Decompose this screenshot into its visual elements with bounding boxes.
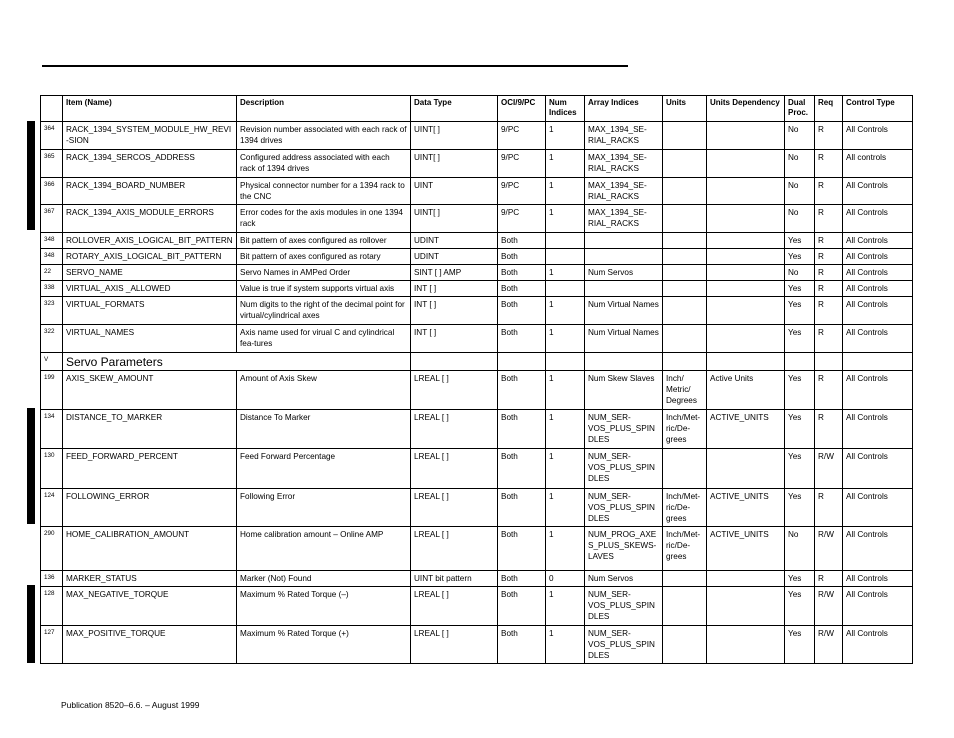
control-type-cell: All Controls [843,587,913,626]
param-id-cell: 124 [41,489,63,527]
array-indices-cell: NUM_SER-VOS_PLUS_SPIN DLES [585,587,663,626]
table-row [41,587,913,626]
table-row [41,281,913,297]
units-dependency-cell [707,150,785,178]
table-cell [498,353,546,371]
table-cell [546,353,585,371]
num-indices-cell: 1 [546,122,585,150]
dual-proc-cell: No [785,150,815,178]
num-indices-cell [546,281,585,297]
req-cell: R/W [815,449,843,489]
control-type-cell: All Controls [843,297,913,325]
array-indices-cell: NUM_SER-VOS_PLUS_SPIN DLES [585,626,663,664]
req-cell: R [815,265,843,281]
req-cell: R/W [815,527,843,571]
num-indices-cell: 1 [546,297,585,325]
num-indices-cell [546,233,585,249]
control-type-cell: All Controls [843,371,913,410]
param-name-cell: RACK_1394_BOARD_NUMBER [63,178,237,205]
param-description-cell: Revision number associated with each rack of 1394 drives [237,122,411,150]
array-indices-cell: Num Virtual Names [585,325,663,353]
param-id-cell: 364 [41,122,63,150]
header-cell: Control Type [843,96,913,122]
units-cell [663,587,707,626]
req-cell: R [815,325,843,353]
data-type-cell: UINT[ ] [411,205,498,233]
param-id-cell: 134 [41,410,63,449]
control-type-cell: All Controls [843,122,913,150]
num-indices-cell: 1 [546,626,585,664]
data-type-cell: LREAL [ ] [411,371,498,410]
units-dependency-cell [707,178,785,205]
control-type-cell: All Controls [843,265,913,281]
param-description-cell: Servo Names in AMPed Order [237,265,411,281]
num-indices-cell: 1 [546,449,585,489]
param-id-cell: 366 [41,178,63,205]
oci-9-pc-cell: 9/PC [498,150,546,178]
param-description-cell: Bit pattern of axes configured as rotary [237,249,411,265]
num-indices-cell [546,249,585,265]
param-name-cell: ROLLOVER_AXIS_LOGICAL_BIT_PATTERN [63,233,237,249]
data-type-cell: LREAL [ ] [411,449,498,489]
data-type-cell: LREAL [ ] [411,626,498,664]
data-type-cell: LREAL [ ] [411,410,498,449]
param-id-cell: 348 [41,249,63,265]
param-description-cell: Bit pattern of axes configured as rollover [237,233,411,249]
oci-9-pc-cell: Both [498,626,546,664]
units-dependency-cell: ACTIVE_UNITS [707,489,785,527]
param-id-cell: 22 [41,265,63,281]
parameter-table [40,95,913,664]
oci-9-pc-cell: Both [498,410,546,449]
units-dependency-cell [707,626,785,664]
param-name-cell: ROTARY_AXIS_LOGICAL_BIT_PATTERN [63,249,237,265]
oci-9-pc-cell: 9/PC [498,122,546,150]
param-name-cell: FEED_FORWARD_PERCENT [63,449,237,489]
param-name-cell: MAX_POSITIVE_TORQUE [63,626,237,664]
units-dependency-cell [707,265,785,281]
control-type-cell: All Controls [843,527,913,571]
param-name-cell: AXIS_SKEW_AMOUNT [63,371,237,410]
param-name-cell: VIRTUAL_FORMATS [63,297,237,325]
units-cell [663,325,707,353]
num-indices-cell: 0 [546,571,585,587]
param-id-cell: 365 [41,150,63,178]
array-indices-cell: NUM_SER-VOS_PLUS_SPIN DLES [585,489,663,527]
header-cell: Units Dependency [707,96,785,122]
dual-proc-cell: Yes [785,233,815,249]
top-rule [42,65,628,67]
units-cell [663,571,707,587]
units-dependency-cell [707,587,785,626]
units-dependency-cell [707,297,785,325]
table-row [41,527,913,571]
req-cell: R [815,371,843,410]
header-row [41,96,913,122]
oci-9-pc-cell: Both [498,449,546,489]
table-cell [785,353,815,371]
units-dependency-cell [707,122,785,150]
table-row [41,122,913,150]
param-id-cell: 128 [41,587,63,626]
dual-proc-cell: Yes [785,571,815,587]
array-indices-cell: Num Servos [585,571,663,587]
req-cell: R [815,489,843,527]
data-type-cell: UINT[ ] [411,150,498,178]
oci-9-pc-cell: Both [498,233,546,249]
dual-proc-cell: No [785,122,815,150]
req-cell: R [815,281,843,297]
table-cell [707,353,785,371]
table-row [41,297,913,325]
table-row [41,178,913,205]
header-cell: Num Indices [546,96,585,122]
section-title: Servo Parameters [63,353,411,371]
req-cell: R [815,122,843,150]
change-bar [27,408,35,524]
dual-proc-cell: No [785,527,815,571]
table-row [41,233,913,249]
header-cell: Array Indices [585,96,663,122]
data-type-cell: UDINT [411,233,498,249]
units-dependency-cell [707,325,785,353]
header-cell: Dual Proc. [785,96,815,122]
header-cell: Data Type [411,96,498,122]
header-cell [41,96,63,122]
table-cell [585,353,663,371]
param-name-cell: MARKER_STATUS [63,571,237,587]
num-indices-cell: 1 [546,371,585,410]
units-dependency-cell [707,281,785,297]
data-type-cell: LREAL [ ] [411,527,498,571]
units-cell [663,122,707,150]
dual-proc-cell: Yes [785,410,815,449]
table-row [41,150,913,178]
units-cell: Inch/Met-ric/De-grees [663,410,707,449]
table-row [41,626,913,664]
table-row [41,205,913,233]
units-cell: Inch/Met-ric/De-grees [663,489,707,527]
data-type-cell: LREAL [ ] [411,489,498,527]
control-type-cell: All Controls [843,281,913,297]
dual-proc-cell: Yes [785,325,815,353]
array-indices-cell: NUM_SER-VOS_PLUS_SPIN DLES [585,449,663,489]
param-id-cell: 338 [41,281,63,297]
table-row [41,265,913,281]
param-name-cell: RACK_1394_SERCOS_ADDRESS [63,150,237,178]
array-indices-cell [585,249,663,265]
num-indices-cell: 1 [546,527,585,571]
oci-9-pc-cell: Both [498,527,546,571]
param-description-cell: Distance To Marker [237,410,411,449]
param-name-cell: RACK_1394_SYSTEM_MODULE_HW_REVI-SION [63,122,237,150]
req-cell: R [815,178,843,205]
param-name-cell: RACK_1394_AXIS_MODULE_ERRORS [63,205,237,233]
table-cell [663,353,707,371]
oci-9-pc-cell: 9/PC [498,205,546,233]
param-name-cell: SERVO_NAME [63,265,237,281]
param-description-cell: Feed Forward Percentage [237,449,411,489]
array-indices-cell: Num Skew Slaves [585,371,663,410]
param-description-cell: Num digits to the right of the decimal point for virtual/cylindrical axes [237,297,411,325]
param-name-cell: VIRTUAL_AXIS _ALLOWED [63,281,237,297]
num-indices-cell: 1 [546,178,585,205]
control-type-cell: All Controls [843,410,913,449]
dual-proc-cell: Yes [785,249,815,265]
num-indices-cell: 1 [546,587,585,626]
req-cell: R/W [815,587,843,626]
control-type-cell: All Controls [843,626,913,664]
dual-proc-cell: No [785,265,815,281]
oci-9-pc-cell: Both [498,371,546,410]
num-indices-cell: 1 [546,265,585,281]
param-description-cell: Value is true if system supports virtual axis [237,281,411,297]
oci-9-pc-cell: Both [498,489,546,527]
change-bar [27,121,35,230]
param-description-cell: Following Error [237,489,411,527]
table-row [41,371,913,410]
data-type-cell: UINT bit pattern [411,571,498,587]
units-cell [663,205,707,233]
dual-proc-cell: No [785,178,815,205]
header-cell: Item (Name) [63,96,237,122]
section-number: V [41,353,63,371]
oci-9-pc-cell: Both [498,265,546,281]
dual-proc-cell: Yes [785,587,815,626]
dual-proc-cell: Yes [785,281,815,297]
data-type-cell: UINT [411,178,498,205]
array-indices-cell: MAX_1394_SE-RIAL_RACKS [585,205,663,233]
array-indices-cell: MAX_1394_SE-RIAL_RACKS [585,150,663,178]
num-indices-cell: 1 [546,325,585,353]
table-cell [411,353,498,371]
req-cell: R [815,571,843,587]
param-description-cell: Physical connector number for a 1394 rack to the CNC [237,178,411,205]
param-id-cell: 127 [41,626,63,664]
dual-proc-cell: No [785,205,815,233]
units-dependency-cell: ACTIVE_UNITS [707,410,785,449]
units-cell: Inch/Met-ric/De-grees [663,527,707,571]
units-cell [663,449,707,489]
req-cell: R [815,233,843,249]
units-dependency-cell [707,449,785,489]
param-id-cell: 367 [41,205,63,233]
param-name-cell: VIRTUAL_NAMES [63,325,237,353]
dual-proc-cell: Yes [785,489,815,527]
req-cell: R/W [815,626,843,664]
dual-proc-cell: Yes [785,449,815,489]
array-indices-cell: Num Servos [585,265,663,281]
units-cell [663,249,707,265]
req-cell: R [815,249,843,265]
data-type-cell: UINT[ ] [411,122,498,150]
num-indices-cell: 1 [546,410,585,449]
num-indices-cell: 1 [546,150,585,178]
units-cell [663,150,707,178]
table-cell [815,353,843,371]
control-type-cell: All controls [843,150,913,178]
header-cell: Req [815,96,843,122]
control-type-cell: All Controls [843,325,913,353]
req-cell: R [815,205,843,233]
param-id-cell: 348 [41,233,63,249]
param-description-cell: Axis name used for virual C and cylindrical fea-tures [237,325,411,353]
publication-footer: Publication 8520–6.6. – August 1999 [61,700,200,710]
units-cell [663,626,707,664]
units-cell [663,281,707,297]
param-name-cell: HOME_CALIBRATION_AMOUNT [63,527,237,571]
table-row [41,410,913,449]
param-name-cell: FOLLOWING_ERROR [63,489,237,527]
param-id-cell: 322 [41,325,63,353]
param-description-cell: Maximum % Rated Torque (–) [237,587,411,626]
data-type-cell: SINT [ ] AMP [411,265,498,281]
array-indices-cell: NUM_SER-VOS_PLUS_SPIN DLES [585,410,663,449]
param-id-cell: 323 [41,297,63,325]
units-dependency-cell: Active Units [707,371,785,410]
oci-9-pc-cell: Both [498,571,546,587]
param-description-cell: Amount of Axis Skew [237,371,411,410]
control-type-cell: All Controls [843,489,913,527]
units-cell [663,233,707,249]
units-dependency-cell [707,233,785,249]
oci-9-pc-cell: Both [498,325,546,353]
units-cell [663,297,707,325]
header-cell: OCI/9/PC [498,96,546,122]
array-indices-cell: MAX_1394_SE-RIAL_RACKS [585,122,663,150]
dual-proc-cell: Yes [785,626,815,664]
table-cell [843,353,913,371]
param-description-cell: Error codes for the axis modules in one 1394 rack [237,205,411,233]
dual-proc-cell: Yes [785,371,815,410]
data-type-cell: LREAL [ ] [411,587,498,626]
data-type-cell: INT [ ] [411,297,498,325]
control-type-cell: All Controls [843,249,913,265]
table-row [41,449,913,489]
param-id-cell: 290 [41,527,63,571]
req-cell: R [815,410,843,449]
header-cell: Description [237,96,411,122]
oci-9-pc-cell: Both [498,249,546,265]
table-row [41,571,913,587]
header-cell: Units [663,96,707,122]
num-indices-cell: 1 [546,489,585,527]
req-cell: R [815,150,843,178]
oci-9-pc-cell: Both [498,281,546,297]
data-type-cell: INT [ ] [411,325,498,353]
param-description-cell: Configured address associated with each rack of 1394 drives [237,150,411,178]
units-cell [663,265,707,281]
param-description-cell: Maximum % Rated Torque (+) [237,626,411,664]
units-cell: Inch/ Metric/ Degrees [663,371,707,410]
array-indices-cell [585,281,663,297]
units-dependency-cell [707,249,785,265]
array-indices-cell [585,233,663,249]
table-row [41,249,913,265]
param-name-cell: MAX_NEGATIVE_TORQUE [63,587,237,626]
oci-9-pc-cell: Both [498,587,546,626]
data-type-cell: INT [ ] [411,281,498,297]
oci-9-pc-cell: Both [498,297,546,325]
section-row [41,353,913,371]
param-id-cell: 130 [41,449,63,489]
req-cell: R [815,297,843,325]
control-type-cell: All Controls [843,233,913,249]
units-cell [663,178,707,205]
param-id-cell: 199 [41,371,63,410]
table-row [41,489,913,527]
units-dependency-cell [707,571,785,587]
units-dependency-cell [707,205,785,233]
change-bar [27,585,35,663]
control-type-cell: All Controls [843,449,913,489]
oci-9-pc-cell: 9/PC [498,178,546,205]
dual-proc-cell: Yes [785,297,815,325]
data-type-cell: UDINT [411,249,498,265]
param-description-cell: Marker (Not) Found [237,571,411,587]
control-type-cell: All Controls [843,178,913,205]
num-indices-cell: 1 [546,205,585,233]
control-type-cell: All Controls [843,571,913,587]
param-description-cell: Home calibration amount – Online AMP [237,527,411,571]
array-indices-cell: NUM_PROG_AXE S_PLUS_SKEWS-LAVES [585,527,663,571]
control-type-cell: All Controls [843,205,913,233]
param-name-cell: DISTANCE_TO_MARKER [63,410,237,449]
units-dependency-cell: ACTIVE_UNITS [707,527,785,571]
table-row [41,325,913,353]
array-indices-cell: Num Virtual Names [585,297,663,325]
param-id-cell: 136 [41,571,63,587]
array-indices-cell: MAX_1394_SE-RIAL_RACKS [585,178,663,205]
